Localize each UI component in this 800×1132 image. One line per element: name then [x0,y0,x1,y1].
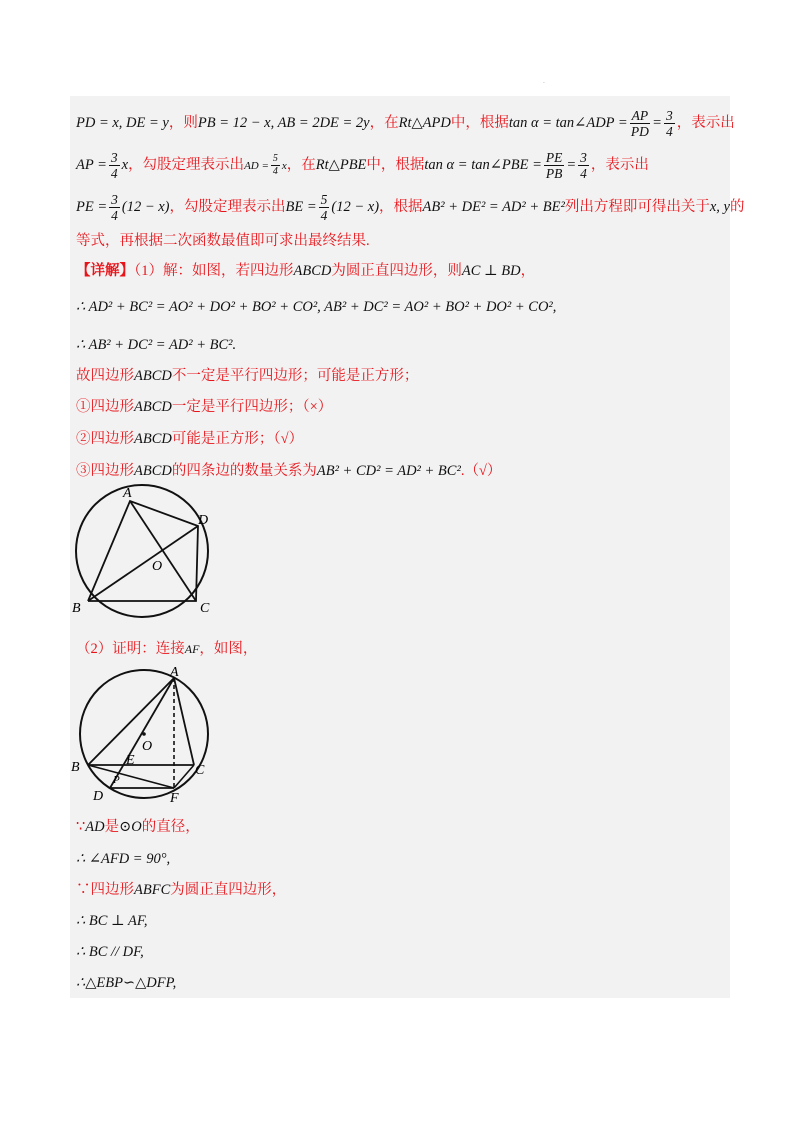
label-O: O [152,559,163,574]
analysis-line-3: PE = $\frac{3}{4}$ (12 − x)，勾股定理表示出BE = $\frac{5}{4}$ (12 − x)，根据AB² + DE² = AD² + BE²列出方程即可得出关于x, y的 [76,192,745,223]
diagonal-ac [130,501,196,601]
detail-line-2: ∴ AD² + BC² = AO² + DO² + BO² + CO², AB² + DC² = AO² + BO² + DO² + CO², [76,299,557,315]
label-C: C [195,763,205,778]
fraction: $\frac{3}{4}$ [665,108,673,139]
label-O: O [142,739,153,754]
fraction: $\frac{5}{4}$ [272,153,278,177]
label-B: B [71,760,80,775]
label-A: A [170,665,179,680]
label-P: P [113,774,120,786]
fraction: $\frac{PE}{PB}$ [545,150,563,181]
label-F: F [170,791,179,806]
label-E: E [126,753,135,768]
label-D: D [198,513,209,528]
analysis-line-2: AP = $\frac{3}{4}$ x，勾股定理表示出AD = $\frac{5}{4}$ x，在Rt△PBE中，根据tan α = tan∠PBE = $\frac{PE}{PB}$ = $\frac{3}{4}$ ，表示出 [76,150,649,181]
proof-line-3: ∴ ∠AFD = 90°, [76,851,171,867]
figure-2-circle-diameter [66,664,216,806]
detail-line-6: ②四边形ABCD可能是正方形；（√） [76,431,304,447]
label-B: B [72,601,81,616]
fraction: $\frac{5}{4}$ [320,192,328,223]
fraction: $\frac{AP}{PD}$ [630,108,649,139]
proof-line-7: ∴△EBP∽△DFP, [76,975,177,991]
proof-line-2: ∵AD是⊙O的直径， [76,819,200,835]
label-D: D [93,789,104,804]
analysis-line-1: PD = x, DE = y，则PB = 12 − x, AB = 2DE = 2y，在Rt△APD中，根据tan α = tan∠ADP = $\frac{AP}{PD}$ = $\frac{3}{4}$ ，表示出 [76,108,735,139]
corner-dot: · [543,80,545,87]
detail-line-3: ∴ AB² + DC² = AD² + BC². [76,337,237,353]
fraction: $\frac{3}{4}$ [580,150,587,181]
proof-line-5: ∴ BC ⊥ AF, [76,913,148,929]
figure-1-circle-quadrilateral [66,484,216,619]
proof-line-4: ∵四边形ABFC为圆正直四边形， [76,882,287,898]
detail-line-1: 【详解】（1）解：如图，若四边形ABCD为圆正直四边形，则AC ⊥ BD， [76,263,536,279]
label-A: A [123,486,132,501]
proof-line-6: ∴ BC // DF, [76,944,144,960]
fraction: $\frac{3}{4}$ [110,150,118,181]
detail-line-7: ③四边形ABCD的四条边的数量关系为AB² + CD² = AD² + BC².（√） [76,463,502,479]
detail-line-4: 故四边形ABCD不一定是平行四边形；可能是正方形； [76,368,419,384]
fraction: $\frac{3}{4}$ [111,192,118,223]
analysis-line-4: 等式，再根据二次函数最值即可求出最终结果. [76,233,370,249]
quadrilateral-abcd [88,501,198,601]
label-C: C [200,601,210,616]
proof-line-1: （2）证明：连接AF，如图， [76,641,258,657]
detail-line-5: ①四边形ABCD一定是平行四边形；（×） [76,399,333,415]
